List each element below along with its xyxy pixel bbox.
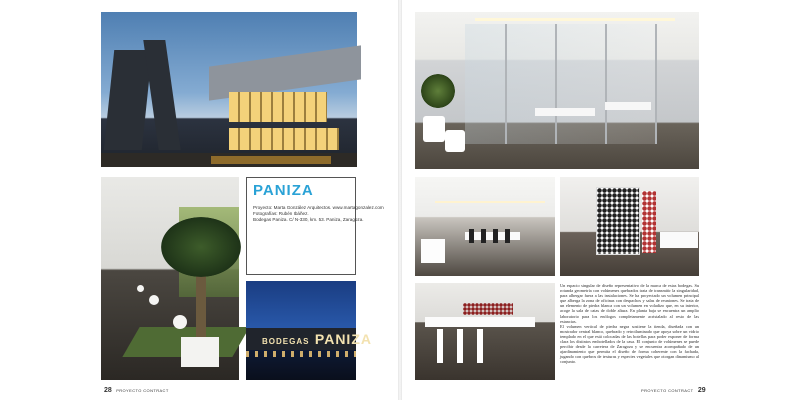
partition-mullion (605, 24, 607, 144)
photo-credit-line: Fotografías: Rubén Ibáñez. (253, 211, 309, 216)
meeting-chair (481, 229, 486, 243)
bar-stool (437, 329, 443, 363)
left-page-footer (101, 387, 169, 395)
meeting-chair (505, 229, 510, 243)
red-bottle-column (642, 191, 656, 253)
ground-lights (246, 351, 356, 357)
glazed-upper-floor (229, 92, 327, 122)
project-brand-title: PANIZA (253, 182, 314, 199)
bar-stool (477, 329, 483, 363)
white-lounge-chair (423, 116, 445, 142)
sign-lettering (262, 331, 372, 349)
office-desk (605, 102, 651, 110)
wine-bottle-wall (596, 187, 640, 255)
magazine-name: PROYECTO CONTRACT (641, 388, 694, 393)
meeting-chair (493, 229, 498, 243)
corridor-palm-photo (101, 177, 239, 380)
lit-reflection (211, 156, 331, 164)
bar-stool (457, 329, 463, 363)
partition-mullion (655, 24, 657, 144)
white-sphere (149, 295, 159, 305)
project-info-box (246, 177, 384, 275)
building-exterior-photo (101, 12, 357, 167)
page-number: 28 (104, 387, 112, 395)
office-desk (535, 108, 595, 116)
potted-palm (421, 74, 455, 108)
meeting-room-photo (415, 177, 555, 276)
magazine-name: PROYECTO CONTRACT (116, 388, 169, 393)
section-header-tab (100, 0, 140, 4)
meeting-chair (469, 229, 474, 243)
wine-rack-photo (560, 177, 699, 276)
dark-stone-fin (143, 40, 180, 150)
palm-leaves (161, 217, 241, 277)
partition-mullion (555, 24, 557, 144)
white-sphere (173, 315, 187, 329)
glass-partition-wall (465, 24, 655, 144)
ceiling-light-strip (475, 18, 675, 21)
article-paragraph: El volumen vertical de piedra negra sostiene la tienda, diseñada con un mostrador central blanco, quebrado y retroiluminado que apoya sobre un vidrio templado en el que está colocadas de las botellas para poder exponer de forma clara los distintos embotellados de la casa. El conjunto de volúmenes se puede percibir desde la carretera de Zaragoza y se encuentra acompañado de un ajardinamiento que permita el diseño de forma coherente con la fachada, jugando con quebros de texturas y especies vegetales que otorgan dinamismo al conjunto. (560, 323, 699, 365)
white-cabinet (421, 239, 445, 263)
glass-office-photo (415, 12, 699, 169)
sign-word-bodegas: BODEGAS (262, 337, 310, 346)
article-paragraph: Un espacio singular de diseño representativo de la marca de estas bodegas. Su rotunda geometría con volúmenes quebrados trata de transmitir la singularidad, para albergar fuera a las instalaciones. Se ha proyectado un volumen principal que alberga la zona de oficinas con despachos y salas de reuniones. Se trata de un elemento de piedra blanca con un volumen en voladizo que, en su interior, acoge la sala de catas de doble altura. En planta baja se encuentra un amplio laboratorio para los enólogos completamente acristalado al resto de las estancias. (560, 283, 699, 324)
right-page-footer (641, 387, 709, 395)
glazed-ground-floor (229, 128, 339, 150)
cove-light (435, 201, 545, 203)
partition-mullion (505, 24, 507, 144)
dark-stone-tower (104, 50, 153, 150)
shop-counter (660, 232, 698, 248)
address-line: Bodegas Paniza. C/ N-330, km. 53. Paniza, Zaragoza. (253, 217, 364, 222)
white-sphere (137, 285, 144, 292)
suspended-bottles (463, 303, 513, 315)
project-credit-line: Proyecto: Marta González Arquitectos. www.martagonzalez.com (253, 205, 384, 210)
bar-counter (425, 317, 535, 327)
article-body (560, 283, 699, 383)
sign-word-paniza: PANIZA (314, 331, 372, 347)
page-number: 29 (697, 387, 706, 395)
white-planter (181, 337, 219, 367)
night-sign-photo (246, 281, 372, 380)
tasting-bar-photo (415, 283, 555, 380)
white-lounge-chair (445, 130, 465, 152)
